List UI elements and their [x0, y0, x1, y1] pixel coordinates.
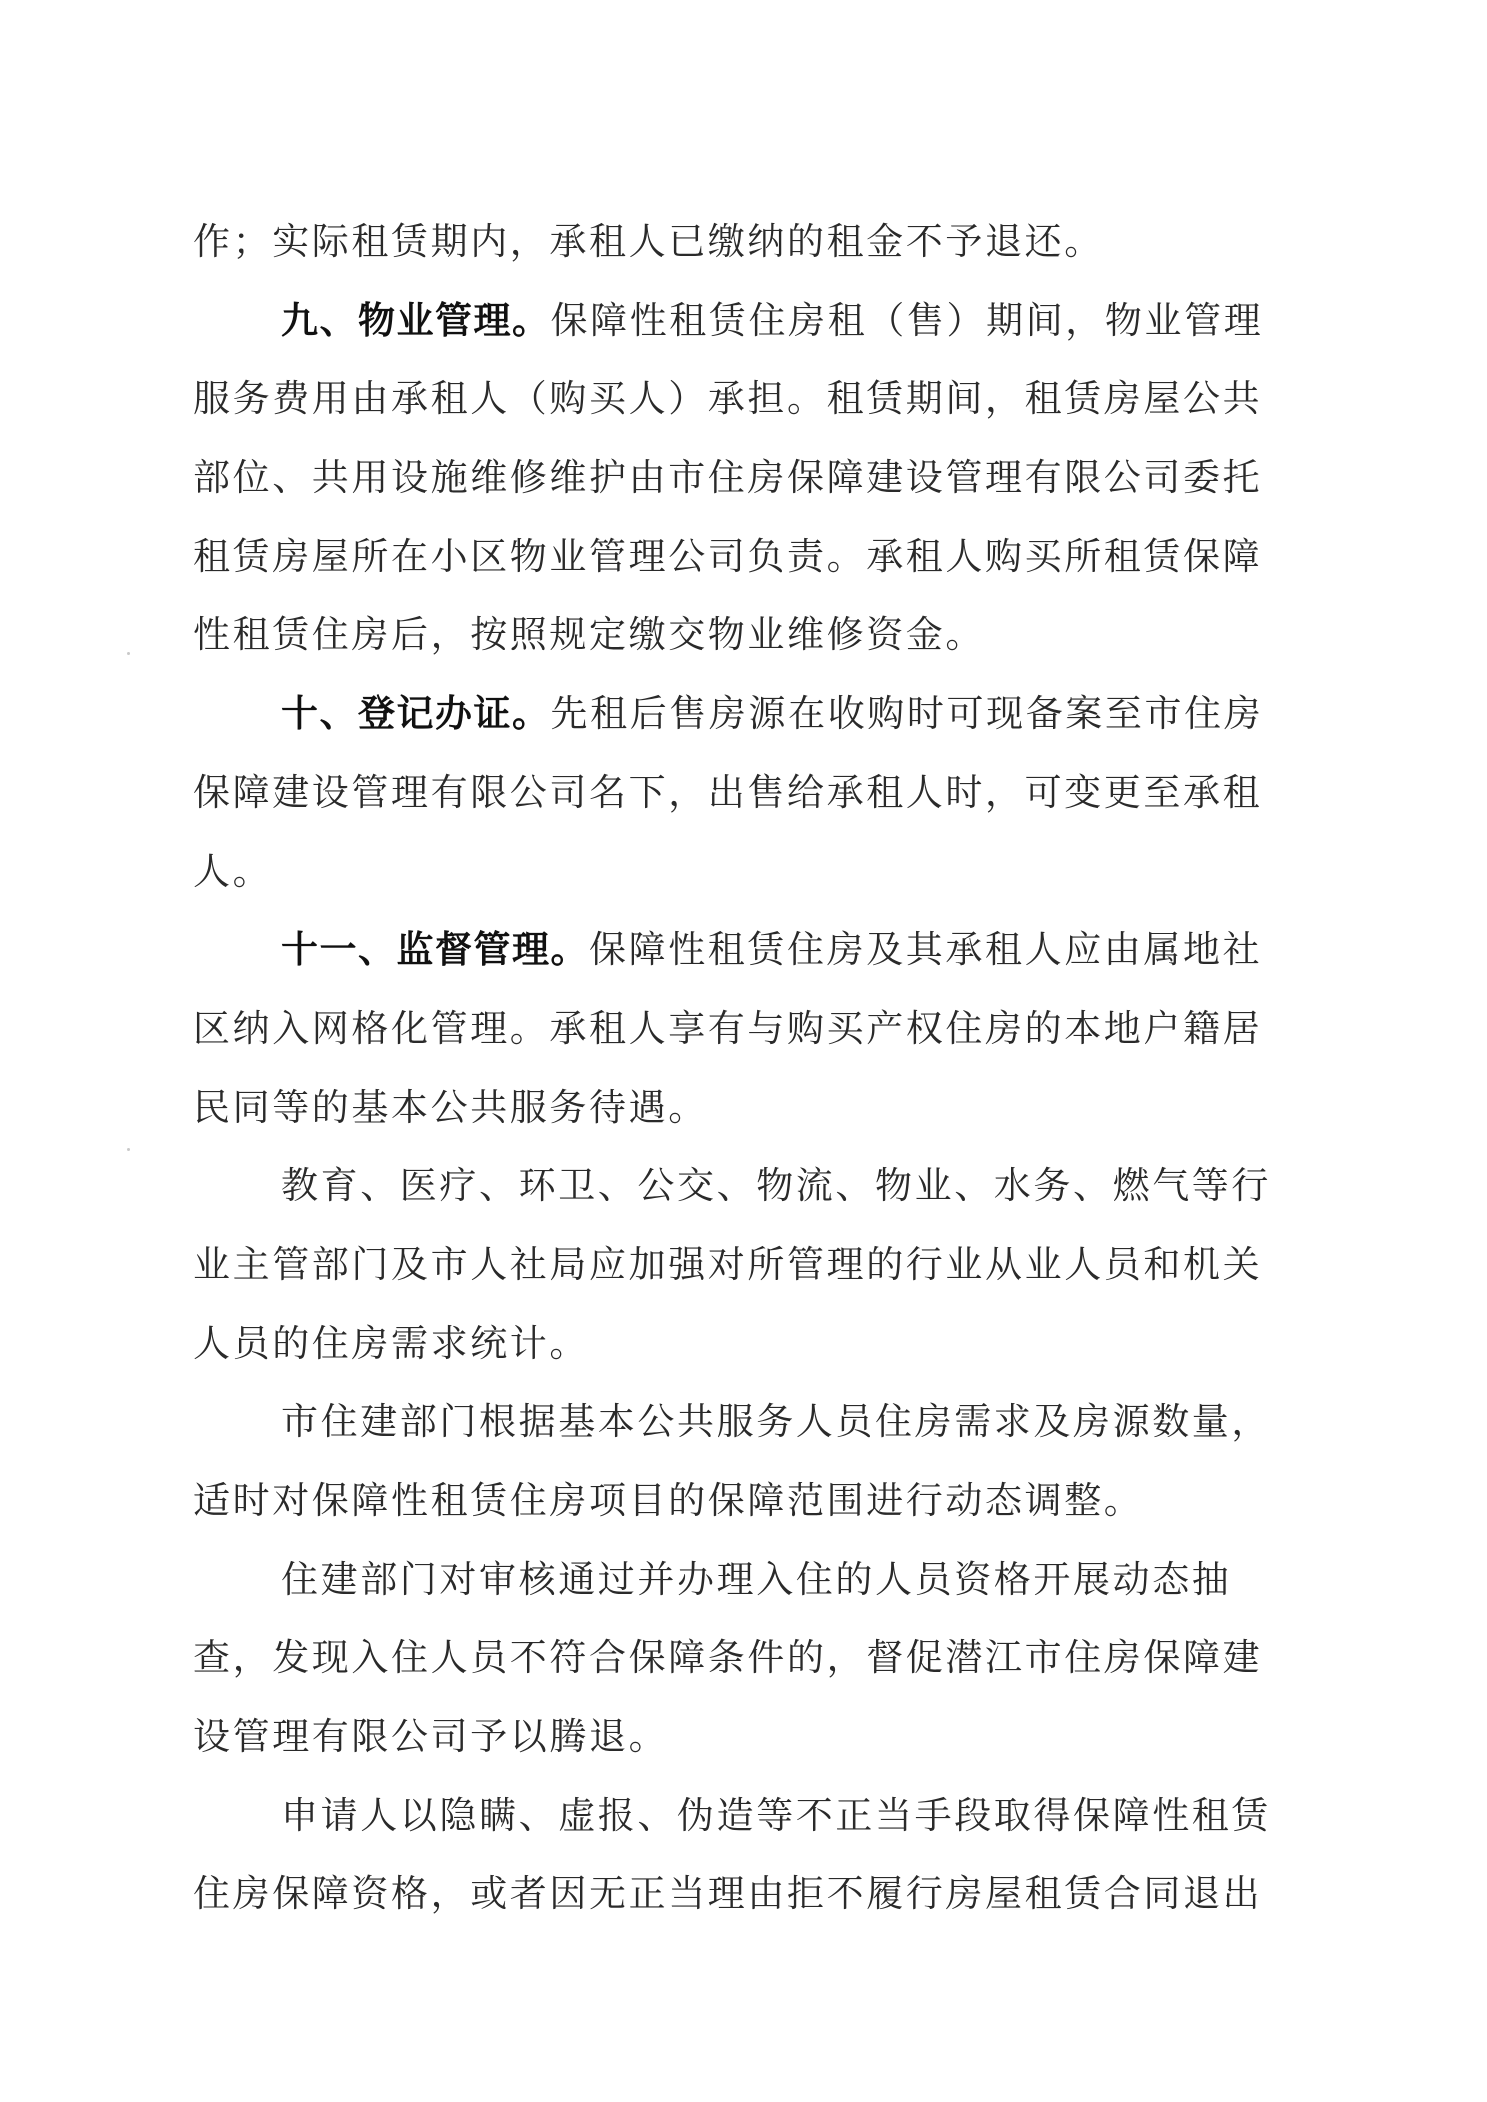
line-text: 住房保障资格，或者因无正当理由拒不履行房屋租赁合同退出: [193, 1872, 1263, 1916]
line-text: 先租后售房源在收购时可现备案至市住房: [550, 692, 1264, 736]
paragraph-line: [193, 1777, 1278, 1856]
line-text: 教育、医疗、环卫、公交、物流、物业、水务、燃气等行: [281, 1164, 1271, 1208]
line-text: 民同等的基本公共服务待遇。: [193, 1085, 708, 1129]
paragraph-line: [193, 675, 1278, 754]
paragraph-line: [193, 1305, 1278, 1384]
line-text: 市住建部门根据基本公共服务人员住房需求及房源数量，: [281, 1400, 1271, 1444]
scan-speck: [127, 1148, 130, 1151]
line-text: 住建部门对审核通过并办理入住的人员资格开展动态抽: [281, 1557, 1232, 1601]
scan-speck: [127, 652, 130, 655]
line-text: 人。: [193, 849, 273, 893]
line-text: 查，发现入住人员不符合保障条件的，督促潜江市住房保障建: [193, 1636, 1263, 1680]
line-text: 部位、共用设施维修维护由市住房保障建设管理有限公司委托: [193, 456, 1263, 500]
paragraph-line: [193, 282, 1278, 361]
line-text: 租赁房屋所在小区物业管理公司负责。承租人购买所租赁保障: [193, 534, 1263, 578]
section-heading: 十一、监督管理。: [281, 928, 589, 972]
line-text: 保障性租赁住房及其承租人应由属地社: [589, 928, 1263, 972]
paragraph-line: [193, 1147, 1278, 1226]
line-text: 性租赁住房后，按照规定缴交物业维修资金。: [193, 613, 985, 657]
paragraph-line: [193, 1226, 1278, 1305]
line-text: 业主管部门及市人社局应加强对所管理的行业从业人员和机关: [193, 1242, 1263, 1286]
line-text: 作；实际租赁期内，承租人已缴纳的租金不予退还。: [193, 220, 1104, 263]
paragraph-line: [193, 360, 1278, 439]
paragraph-line: [193, 1069, 1278, 1148]
line-text: 保障建设管理有限公司名下，出售给承租人时，可变更至承租: [193, 770, 1263, 814]
line-text: 设管理有限公司予以腾退。: [193, 1715, 669, 1759]
paragraph-line: [193, 1698, 1278, 1777]
paragraph-line: [193, 203, 1278, 282]
paragraph-line: [193, 1383, 1278, 1462]
line-text: 服务费用由承租人（购买人）承担。租赁期间，租赁房屋公共: [193, 377, 1263, 421]
paragraph-line: [193, 754, 1278, 833]
paragraph-line: [193, 1462, 1278, 1541]
paragraph-line: [193, 833, 1278, 912]
section-heading: 九、物业管理。: [281, 298, 551, 342]
line-text: 区纳入网格化管理。承租人享有与购买产权住房的本地户籍居: [193, 1006, 1263, 1050]
paragraph-line: [193, 439, 1278, 518]
section-heading: 十、登记办证。: [281, 692, 551, 736]
paragraph-line: [193, 518, 1278, 597]
paragraph-line: [193, 1855, 1278, 1934]
line-text: 适时对保障性租赁住房项目的保障范围进行动态调整。: [193, 1479, 1144, 1522]
paragraph-line: [193, 1619, 1278, 1698]
paragraph-line: [193, 1541, 1278, 1620]
line-text: 保障性租赁住房租（售）期间，物业管理: [550, 298, 1264, 342]
paragraph-line: [193, 990, 1278, 1069]
paragraph-line: [193, 596, 1278, 675]
line-text: 申请人以隐瞒、虚报、伪造等不正当手段取得保障性租赁: [281, 1793, 1271, 1837]
line-text: 人员的住房需求统计。: [193, 1321, 589, 1365]
paragraph-line: [193, 911, 1278, 990]
document-body: [193, 203, 1278, 1934]
